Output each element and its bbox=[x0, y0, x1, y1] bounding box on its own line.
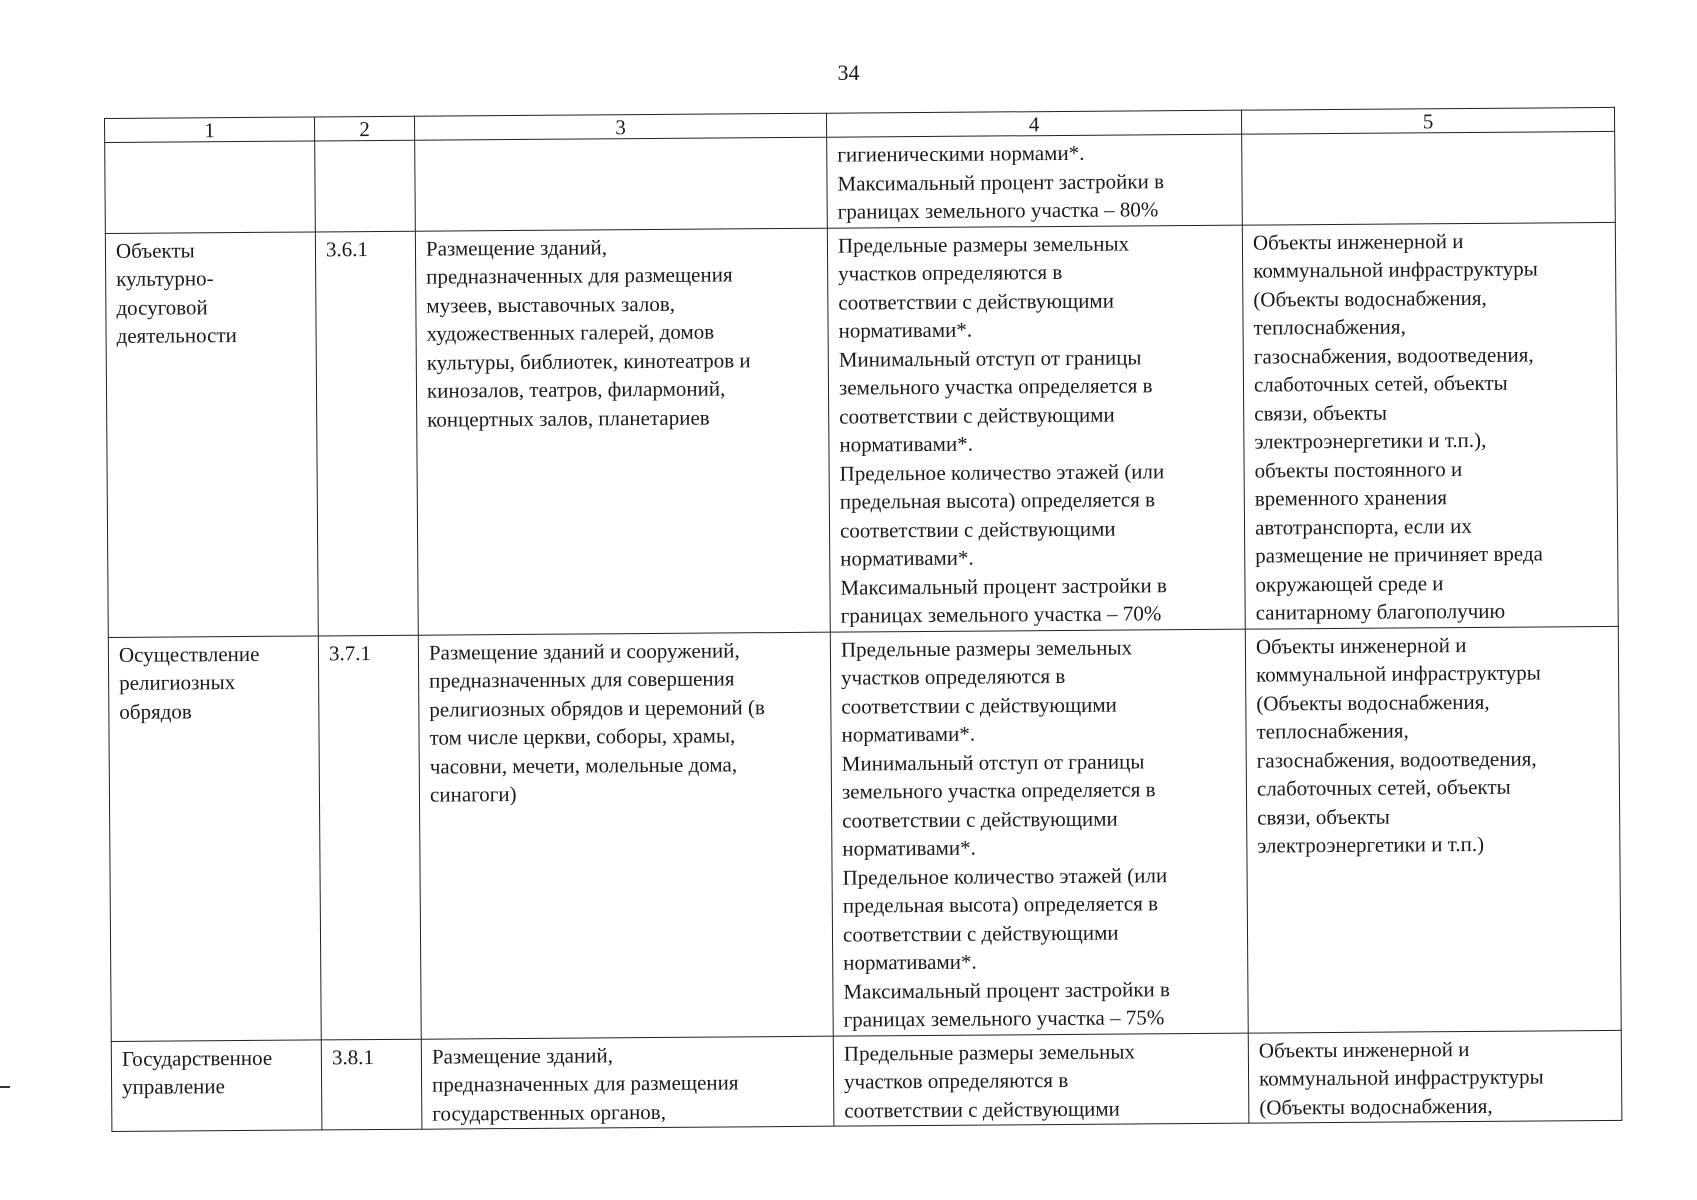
text-line: Предельное количество этажей (или bbox=[839, 458, 1165, 486]
text-line: соответствии с действующими bbox=[838, 288, 1114, 315]
text-line: (Объекты водоснабжения, bbox=[1259, 1093, 1493, 1120]
text-line: Минимальный отступ от границы bbox=[841, 748, 1145, 776]
use-code-cell: 3.8.1 bbox=[321, 1039, 422, 1130]
text-line: (Объекты водоснабжения, bbox=[1253, 285, 1487, 312]
text-line: нормативами*. bbox=[838, 317, 973, 343]
text-line: художественных галерей, домов bbox=[426, 319, 715, 346]
text-line: участков определяются в bbox=[841, 663, 1066, 690]
text-line: коммунальной инфраструктуры bbox=[1253, 256, 1538, 283]
text-line: гигиеническими нормами*. bbox=[837, 140, 1085, 167]
use-description-cell bbox=[415, 228, 830, 635]
text-line: предназначенных для размещения bbox=[432, 1070, 739, 1097]
continuation-cell-2 bbox=[315, 140, 416, 231]
text-line: предельная высота) определяется в bbox=[842, 891, 1159, 918]
text-line: границах земельного участка – 80% bbox=[837, 197, 1159, 224]
text-line: земельного участка определяется в bbox=[841, 777, 1156, 804]
text-line: Объекты инженерной и bbox=[1255, 632, 1467, 659]
margin-mark bbox=[0, 1086, 10, 1088]
table-row bbox=[111, 1030, 1622, 1132]
text-line: соответствии с действующими bbox=[841, 692, 1117, 719]
text-line: том числе церкви, соборы, храмы, bbox=[429, 723, 736, 750]
text-line: газоснабжения, водоотведения, bbox=[1256, 746, 1537, 773]
text-line: размещение не причиняет вреда bbox=[1255, 541, 1543, 568]
continuation-cell-1 bbox=[105, 141, 316, 233]
text-line: электроэнергетики и т.п.) bbox=[1257, 831, 1485, 858]
column-header-5: 5 bbox=[1241, 107, 1614, 134]
text-line: границах земельного участка – 75% bbox=[843, 1005, 1165, 1032]
text-line: связи, объекты bbox=[1257, 804, 1390, 830]
text-line: нормативами*. bbox=[840, 545, 974, 571]
text-line: Максимальный процент застройки в bbox=[837, 168, 1165, 196]
text-line: нормативами*. bbox=[841, 721, 976, 747]
use-name-cell bbox=[108, 635, 321, 1041]
text-line: предназначенных для размещения bbox=[426, 262, 733, 289]
text-line: участков определяются в bbox=[843, 1067, 1069, 1094]
text-line: концертных залов, планетариев bbox=[427, 405, 710, 432]
text-line: нормативами*. bbox=[839, 431, 973, 457]
text-line: газоснабжения, водоотведения, bbox=[1253, 342, 1534, 369]
table-row bbox=[105, 222, 1618, 637]
text-line: временного хранения bbox=[1254, 485, 1448, 511]
use-description-cell bbox=[421, 1036, 834, 1130]
text-line: объекты постоянного и bbox=[1254, 456, 1463, 483]
use-auxiliary-cell bbox=[1242, 222, 1618, 629]
text-line: Максимальный процент застройки в bbox=[843, 976, 1170, 1004]
text-line: слаботочных сетей, объекты bbox=[1253, 370, 1508, 397]
text-line: деятельности bbox=[116, 323, 237, 348]
use-code-cell: 3.6.1 bbox=[315, 231, 418, 636]
text-line: теплоснабжения, bbox=[1256, 718, 1409, 744]
text-line: религиозных обрядов и церемоний (в bbox=[429, 694, 765, 722]
text-line: электроэнергетики и т.п.), bbox=[1254, 427, 1487, 454]
text-line: обрядов bbox=[119, 698, 192, 724]
use-name-cell bbox=[111, 1039, 322, 1131]
text-line: автотранспорта, если их bbox=[1254, 513, 1472, 540]
table-row bbox=[108, 626, 1621, 1041]
text-line: культурно- bbox=[116, 266, 214, 291]
use-parameters-cell bbox=[833, 1033, 1249, 1127]
text-line: досуговой bbox=[116, 294, 208, 320]
text-line: соответствии с действующими bbox=[844, 1096, 1120, 1123]
text-line: нормативами*. bbox=[843, 949, 977, 975]
text-line: культуры, библиотек, кинотеатров и bbox=[426, 347, 751, 375]
text-line: окружающей среде и bbox=[1255, 570, 1444, 597]
column-header-2: 2 bbox=[314, 116, 414, 141]
text-line: участков определяются в bbox=[838, 259, 1063, 286]
text-line: часовни, мечети, молельные дома, bbox=[429, 751, 738, 779]
text-line: Предельные размеры земельных bbox=[843, 1038, 1136, 1066]
text-line: соответствии с действующими bbox=[839, 402, 1115, 429]
text-line: управление bbox=[122, 1074, 225, 1099]
text-line: Предельное количество этажей (или bbox=[842, 862, 1168, 890]
column-header-1: 1 bbox=[105, 117, 315, 143]
text-line: Максимальный процент застройки в bbox=[840, 572, 1168, 600]
text-line: нормативами*. bbox=[842, 835, 976, 861]
continuation-parameters bbox=[827, 134, 1243, 228]
text-line: синагоги) bbox=[429, 781, 517, 807]
use-parameters-cell bbox=[830, 629, 1248, 1036]
use-auxiliary-cell bbox=[1248, 1030, 1622, 1123]
text-line: Объекты bbox=[115, 237, 195, 263]
text-line: Предельные размеры земельных bbox=[840, 634, 1133, 662]
text-line: предельная высота) определяется в bbox=[839, 487, 1156, 514]
continuation-cell-5 bbox=[1242, 131, 1616, 224]
text-line: религиозных bbox=[119, 670, 236, 695]
text-line: Минимальный отступ от границы bbox=[838, 344, 1142, 372]
use-parameters-cell bbox=[827, 225, 1245, 632]
column-header-3: 3 bbox=[414, 113, 826, 140]
text-line: границах земельного участка – 70% bbox=[840, 601, 1162, 628]
text-line: (Объекты водоснабжения, bbox=[1256, 689, 1490, 716]
text-line: Размещение зданий, bbox=[431, 1042, 614, 1069]
text-line: предназначенных для совершения bbox=[429, 666, 735, 693]
text-line: государственных органов, bbox=[432, 1099, 667, 1126]
text-line: санитарному благополучию bbox=[1255, 598, 1506, 625]
text-line: теплоснабжения, bbox=[1253, 314, 1406, 340]
page-number: 34 bbox=[837, 60, 860, 85]
text-line: соответствии с действующими bbox=[842, 806, 1118, 833]
continuation-row bbox=[105, 131, 1616, 233]
text-line: земельного участка определяется в bbox=[838, 373, 1153, 400]
text-line: Объекты инженерной и bbox=[1252, 228, 1464, 255]
text-line: Размещение зданий и сооружений, bbox=[428, 637, 740, 665]
text-line: Государственное bbox=[121, 1045, 273, 1071]
text-line: Осуществление bbox=[118, 641, 260, 667]
continuation-cell-3 bbox=[415, 137, 828, 231]
land-use-table bbox=[104, 107, 1622, 1132]
text-line: кинозалов, театров, филармоний, bbox=[426, 376, 726, 403]
use-auxiliary-cell bbox=[1245, 626, 1621, 1033]
text-line: Объекты инженерной и bbox=[1258, 1036, 1470, 1063]
text-line: музеев, выставочных залов, bbox=[426, 291, 676, 318]
text-line: коммунальной инфраструктуры bbox=[1256, 660, 1541, 687]
text-line: соответствии с действующими bbox=[839, 516, 1116, 543]
text-line: Размещение зданий, bbox=[425, 234, 608, 261]
use-name-cell bbox=[105, 231, 318, 637]
text-line: соответствии с действующими bbox=[842, 920, 1119, 947]
use-description-cell bbox=[418, 632, 833, 1039]
column-header-4: 4 bbox=[826, 110, 1241, 137]
text-line: слаботочных сетей, объекты bbox=[1256, 774, 1511, 801]
use-code-cell: 3.7.1 bbox=[318, 635, 421, 1040]
text-line: связи, объекты bbox=[1254, 400, 1387, 426]
text-line: Предельные размеры земельных bbox=[837, 230, 1130, 258]
text-line: коммунальной инфраструктуры bbox=[1258, 1064, 1544, 1091]
